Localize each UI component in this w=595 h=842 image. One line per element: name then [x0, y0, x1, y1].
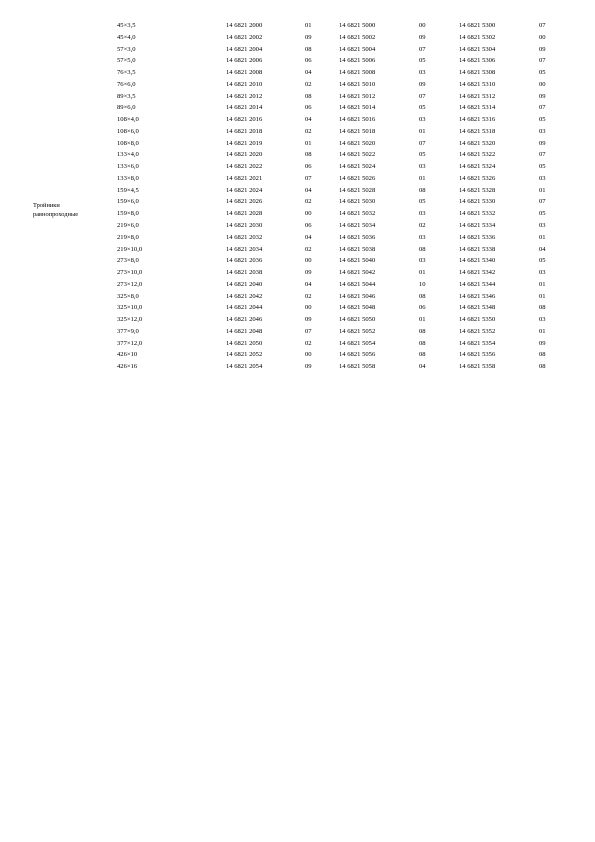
row-spacer: [0, 114, 117, 126]
cell-check-3: 03: [539, 269, 546, 277]
row-spacer: [0, 208, 117, 220]
table-row: [0, 20, 560, 32]
cell-code-3: 14 6821 5350: [459, 316, 496, 324]
cell-check-2: 02: [419, 222, 426, 230]
cell-check-3: 07: [539, 22, 546, 29]
cell-code-3: 14 6821 5352: [459, 327, 496, 335]
cell-code-3: 14 6821 5344: [459, 280, 496, 288]
row-spacer: [0, 20, 117, 32]
table-row: [0, 79, 560, 91]
cell-code-2: 14 6821 5004: [339, 45, 376, 53]
row-spacer: [0, 349, 117, 361]
cell-code-2: 14 6821 5032: [339, 210, 376, 218]
cell-code-3: 14 6821 5318: [459, 127, 496, 135]
cell-code-2: 14 6821 5024: [339, 163, 376, 171]
cell-size: 219×6,0: [117, 222, 139, 230]
cell-code-1: 14 6821 2050: [226, 339, 263, 347]
cell-code-1: 14 6821 2026: [226, 198, 263, 206]
cell-code-3: 14 6821 5330: [459, 198, 496, 206]
cell-code-2: 14 6821 5018: [339, 127, 376, 135]
cell-code-3: 14 6821 5354: [459, 339, 496, 347]
table-row: [0, 349, 560, 361]
cell-check-1: 04: [305, 186, 312, 194]
cell-code-3: 14 6821 5322: [459, 151, 496, 159]
cell-check-2: 04: [419, 363, 426, 371]
row-spacer: [0, 326, 117, 338]
cell-check-2: 00: [419, 22, 426, 29]
cell-check-2: 07: [419, 45, 426, 53]
cell-code-2: 14 6821 5046: [339, 292, 376, 300]
cell-check-3: 01: [539, 327, 546, 335]
cell-code-2: 14 6821 5008: [339, 69, 376, 77]
cell-check-2: 08: [419, 245, 426, 253]
row-spacer: [0, 173, 117, 185]
cell-check-3: 03: [539, 174, 546, 182]
cell-check-3: 07: [539, 104, 546, 112]
cell-check-1: 00: [305, 304, 312, 312]
cell-size: 273×10,0: [117, 269, 143, 277]
cell-code-3: 14 6821 5310: [459, 80, 496, 88]
cell-code-1: 14 6821 2030: [226, 222, 263, 230]
cell-check-2: 08: [419, 292, 426, 300]
cell-size: 76×6,0: [117, 80, 136, 88]
table-row: [0, 267, 560, 279]
table-row: [0, 291, 560, 303]
table-row: [0, 55, 560, 67]
cell-code-3: 14 6821 5332: [459, 210, 496, 218]
cell-size: 273×12,0: [117, 280, 143, 288]
table-row: [0, 114, 560, 126]
cell-code-3: 14 6821 5348: [459, 304, 496, 312]
tee-spec-table: [0, 20, 560, 373]
table-row: [0, 244, 560, 256]
cell-code-3: 14 6821 5340: [459, 257, 496, 265]
cell-check-2: 03: [419, 210, 426, 218]
row-spacer: [0, 232, 117, 244]
table-row: [0, 67, 560, 79]
cell-size: 325×10,0: [117, 304, 143, 312]
cell-code-1: 14 6821 2046: [226, 316, 263, 324]
table-row: [0, 161, 560, 173]
row-spacer: [0, 185, 117, 197]
table-row: [0, 44, 560, 56]
cell-check-2: 08: [419, 327, 426, 335]
table-row: [0, 196, 560, 208]
table-row: [0, 326, 560, 338]
cell-check-3: 01: [539, 280, 546, 288]
row-spacer: [0, 196, 117, 208]
cell-code-2: 14 6821 5020: [339, 139, 376, 147]
cell-code-3: 14 6821 5346: [459, 292, 496, 300]
cell-check-3: 09: [539, 92, 546, 100]
cell-code-3: 14 6821 5316: [459, 116, 496, 124]
cell-code-2: 14 6821 5028: [339, 186, 376, 194]
cell-check-1: 04: [305, 69, 312, 77]
cell-code-1: 14 6821 2048: [226, 327, 263, 335]
cell-code-3: 14 6821 5312: [459, 92, 496, 100]
table-row: [0, 255, 560, 267]
cell-check-3: 00: [539, 33, 546, 41]
cell-size: 45×3,5: [117, 22, 136, 29]
cell-code-2: 14 6821 5034: [339, 222, 376, 230]
cell-size: 133×8,0: [117, 174, 139, 182]
cell-check-1: 08: [305, 92, 312, 100]
cell-code-1: 14 6821 2016: [226, 116, 263, 124]
cell-code-1: 14 6821 2002: [226, 33, 263, 41]
cell-size: 219×8,0: [117, 233, 139, 241]
cell-check-3: 03: [539, 127, 546, 135]
cell-code-2: 14 6821 5036: [339, 233, 376, 241]
category-label-line-1: Тройники: [33, 202, 60, 209]
cell-code-2: 14 6821 5052: [339, 327, 376, 335]
cell-check-1: 04: [305, 233, 312, 241]
cell-check-2: 08: [419, 351, 426, 359]
cell-check-1: 02: [305, 80, 312, 88]
cell-size: 219×10,0: [117, 245, 143, 253]
row-spacer: [0, 314, 117, 326]
table-row: [0, 220, 560, 232]
cell-check-2: 08: [419, 339, 426, 347]
cell-check-3: 05: [539, 163, 546, 171]
cell-check-3: 08: [539, 351, 546, 359]
cell-code-1: 14 6821 2044: [226, 304, 263, 312]
cell-check-2: 07: [419, 92, 426, 100]
cell-check-1: 09: [305, 33, 312, 41]
row-spacer: [0, 32, 117, 44]
row-spacer: [0, 161, 117, 173]
table-row: [0, 173, 560, 185]
cell-code-2: 14 6821 5044: [339, 280, 376, 288]
cell-code-1: 14 6821 2006: [226, 57, 263, 65]
table-row: [0, 302, 560, 314]
cell-code-1: 14 6821 2022: [226, 163, 263, 171]
cell-check-2: 01: [419, 269, 426, 277]
table-row: [0, 338, 560, 350]
cell-code-2: 14 6821 5026: [339, 174, 376, 182]
cell-code-1: 14 6821 2020: [226, 151, 263, 159]
cell-code-1: 14 6821 2040: [226, 280, 263, 288]
cell-size: 57×3,0: [117, 45, 136, 53]
tee-spec-table-body: [0, 20, 560, 373]
cell-code-3: 14 6821 5304: [459, 45, 496, 53]
cell-size: 133×4,0: [117, 151, 139, 159]
cell-size: 108×8,0: [117, 139, 139, 147]
row-spacer: [0, 338, 117, 350]
row-spacer: [0, 291, 117, 303]
cell-size: 273×8,0: [117, 257, 139, 265]
cell-code-3: 14 6821 5314: [459, 104, 496, 112]
cell-code-3: 14 6821 5328: [459, 186, 496, 194]
row-spacer: [0, 44, 117, 56]
table-row: [0, 102, 560, 114]
cell-code-1: 14 6821 2010: [226, 80, 263, 88]
cell-check-1: 01: [305, 139, 312, 147]
cell-check-2: 03: [419, 257, 426, 265]
cell-code-3: 14 6821 5300: [459, 22, 496, 29]
cell-check-1: 07: [305, 327, 312, 335]
table-row: [0, 232, 560, 244]
cell-check-1: 02: [305, 245, 312, 253]
table-row: [0, 361, 560, 373]
cell-code-1: 14 6821 2019: [226, 139, 263, 147]
cell-check-1: 06: [305, 163, 312, 171]
cell-code-1: 14 6821 2004: [226, 45, 263, 53]
table-row: [0, 138, 560, 150]
cell-check-1: 01: [305, 22, 312, 29]
row-spacer: [0, 220, 117, 232]
cell-check-2: 01: [419, 127, 426, 135]
cell-size: 325×8,0: [117, 292, 139, 300]
cell-size: 159×6,0: [117, 198, 139, 206]
cell-check-3: 07: [539, 151, 546, 159]
cell-check-1: 04: [305, 116, 312, 124]
cell-check-3: 00: [539, 80, 546, 88]
cell-check-1: 06: [305, 104, 312, 112]
cell-check-2: 05: [419, 57, 426, 65]
cell-check-2: 05: [419, 104, 426, 112]
cell-code-1: 14 6821 2008: [226, 69, 263, 77]
cell-check-2: 07: [419, 139, 426, 147]
cell-check-3: 07: [539, 198, 546, 206]
cell-code-1: 14 6821 2018: [226, 127, 263, 135]
cell-code-2: 14 6821 5002: [339, 33, 376, 41]
cell-check-1: 04: [305, 280, 312, 288]
cell-code-2: 14 6821 5048: [339, 304, 376, 312]
cell-check-2: 10: [419, 280, 426, 288]
table-row: [0, 126, 560, 138]
cell-code-3: 14 6821 5342: [459, 269, 496, 277]
cell-size: 133×6,0: [117, 163, 139, 171]
cell-code-1: 14 6821 2012: [226, 92, 263, 100]
cell-code-1: 14 6821 2054: [226, 363, 263, 371]
cell-check-3: 01: [539, 233, 546, 241]
cell-check-1: 02: [305, 198, 312, 206]
row-spacer: [0, 267, 117, 279]
cell-code-1: 14 6821 2000: [226, 22, 263, 29]
cell-size: 426×16: [117, 363, 138, 371]
cell-check-2: 09: [419, 80, 426, 88]
cell-check-3: 03: [539, 316, 546, 324]
row-spacer: [0, 302, 117, 314]
cell-check-1: 09: [305, 316, 312, 324]
table-row: [0, 279, 560, 291]
cell-code-3: 14 6821 5326: [459, 174, 496, 182]
cell-code-2: 14 6821 5050: [339, 316, 376, 324]
cell-check-1: 09: [305, 363, 312, 371]
cell-check-3: 09: [539, 139, 546, 147]
cell-check-1: 00: [305, 351, 312, 359]
row-spacer: [0, 361, 117, 373]
cell-size: 159×4,5: [117, 186, 139, 194]
cell-size: 76×3,5: [117, 69, 136, 77]
cell-code-1: 14 6821 2042: [226, 292, 263, 300]
cell-check-2: 08: [419, 186, 426, 194]
cell-code-3: 14 6821 5358: [459, 363, 496, 371]
cell-check-1: 02: [305, 292, 312, 300]
cell-code-2: 14 6821 5012: [339, 92, 376, 100]
cell-check-1: 06: [305, 57, 312, 65]
row-spacer: [0, 102, 117, 114]
cell-code-1: 14 6821 2052: [226, 351, 263, 359]
cell-code-2: 14 6821 5006: [339, 57, 376, 65]
cell-check-1: 08: [305, 151, 312, 159]
cell-check-2: 03: [419, 233, 426, 241]
cell-check-3: 09: [539, 339, 546, 347]
cell-check-3: 03: [539, 222, 546, 230]
cell-check-3: 08: [539, 363, 546, 371]
cell-code-1: 14 6821 2024: [226, 186, 263, 194]
cell-code-3: 14 6821 5336: [459, 233, 496, 241]
cell-code-1: 14 6821 2032: [226, 233, 263, 241]
cell-check-3: 05: [539, 69, 546, 77]
table-row: [0, 149, 560, 161]
cell-size: 325×12,0: [117, 316, 143, 324]
cell-code-2: 14 6821 5030: [339, 198, 376, 206]
cell-code-2: 14 6821 5022: [339, 151, 376, 159]
cell-check-3: 08: [539, 304, 546, 312]
table-row: [0, 185, 560, 197]
cell-check-2: 05: [419, 198, 426, 206]
cell-code-2: 14 6821 5016: [339, 116, 376, 124]
cell-code-3: 14 6821 5302: [459, 33, 496, 41]
cell-code-2: 14 6821 5056: [339, 351, 376, 359]
cell-code-2: 14 6821 5042: [339, 269, 376, 277]
cell-check-3: 01: [539, 292, 546, 300]
row-spacer: [0, 91, 117, 103]
cell-size: 45×4,0: [117, 33, 136, 41]
cell-size: 159×8,0: [117, 210, 139, 218]
cell-check-3: 07: [539, 57, 546, 65]
cell-size: 89×3,5: [117, 92, 136, 100]
row-spacer: [0, 67, 117, 79]
cell-check-1: 07: [305, 174, 312, 182]
cell-code-3: 14 6821 5338: [459, 245, 496, 253]
cell-check-3: 04: [539, 245, 546, 253]
cell-code-1: 14 6821 2021: [226, 174, 263, 182]
row-spacer: [0, 138, 117, 150]
row-spacer: [0, 244, 117, 256]
cell-code-1: 14 6821 2036: [226, 257, 263, 265]
row-spacer: [0, 55, 117, 67]
cell-check-1: 06: [305, 222, 312, 230]
cell-code-2: 14 6821 5014: [339, 104, 376, 112]
cell-check-1: 02: [305, 127, 312, 135]
cell-check-2: 03: [419, 69, 426, 77]
category-label-line-2: равнопроходные: [33, 211, 79, 218]
cell-size: 377×9,0: [117, 327, 139, 335]
cell-check-1: 00: [305, 210, 312, 218]
table-row: [0, 32, 560, 44]
cell-size: 426×10: [117, 351, 138, 359]
table-row: [0, 208, 560, 220]
row-spacer: [0, 255, 117, 267]
cell-code-3: 14 6821 5324: [459, 163, 496, 171]
cell-check-3: 05: [539, 210, 546, 218]
cell-code-1: 14 6821 2028: [226, 210, 263, 218]
cell-check-2: 03: [419, 116, 426, 124]
cell-size: 57×5,0: [117, 57, 136, 65]
cell-code-2: 14 6821 5054: [339, 339, 376, 347]
cell-code-1: 14 6821 2038: [226, 269, 263, 277]
cell-code-3: 14 6821 5308: [459, 69, 496, 77]
cell-check-3: 05: [539, 257, 546, 265]
row-spacer: [0, 126, 117, 138]
cell-code-3: 14 6821 5356: [459, 351, 496, 359]
cell-size: 108×6,0: [117, 127, 139, 135]
cell-size: 89×6,0: [117, 104, 136, 112]
cell-code-3: 14 6821 5320: [459, 139, 496, 147]
cell-check-2: 03: [419, 163, 426, 171]
cell-check-2: 05: [419, 151, 426, 159]
table-row: [0, 314, 560, 326]
table-row: [0, 91, 560, 103]
cell-check-3: 05: [539, 116, 546, 124]
cell-check-1: 08: [305, 45, 312, 53]
cell-check-3: 01: [539, 186, 546, 194]
cell-size: 108×4,0: [117, 116, 139, 124]
cell-code-1: 14 6821 2034: [226, 245, 263, 253]
cell-size: 377×12,0: [117, 339, 143, 347]
row-spacer: [0, 149, 117, 161]
cell-code-2: 14 6821 5000: [339, 22, 376, 29]
row-spacer: [0, 279, 117, 291]
cell-check-2: 01: [419, 316, 426, 324]
cell-code-2: 14 6821 5058: [339, 363, 376, 371]
cell-check-2: 06: [419, 304, 426, 312]
cell-check-3: 09: [539, 45, 546, 53]
cell-check-1: 02: [305, 339, 312, 347]
cell-code-2: 14 6821 5040: [339, 257, 376, 265]
cell-code-3: 14 6821 5306: [459, 57, 496, 65]
cell-check-2: 01: [419, 174, 426, 182]
row-spacer: [0, 79, 117, 91]
cell-code-1: 14 6821 2014: [226, 104, 263, 112]
cell-check-2: 09: [419, 33, 426, 41]
cell-check-1: 09: [305, 269, 312, 277]
cell-code-3: 14 6821 5334: [459, 222, 496, 230]
cell-code-2: 14 6821 5010: [339, 80, 376, 88]
cell-check-1: 00: [305, 257, 312, 265]
cell-code-2: 14 6821 5038: [339, 245, 376, 253]
